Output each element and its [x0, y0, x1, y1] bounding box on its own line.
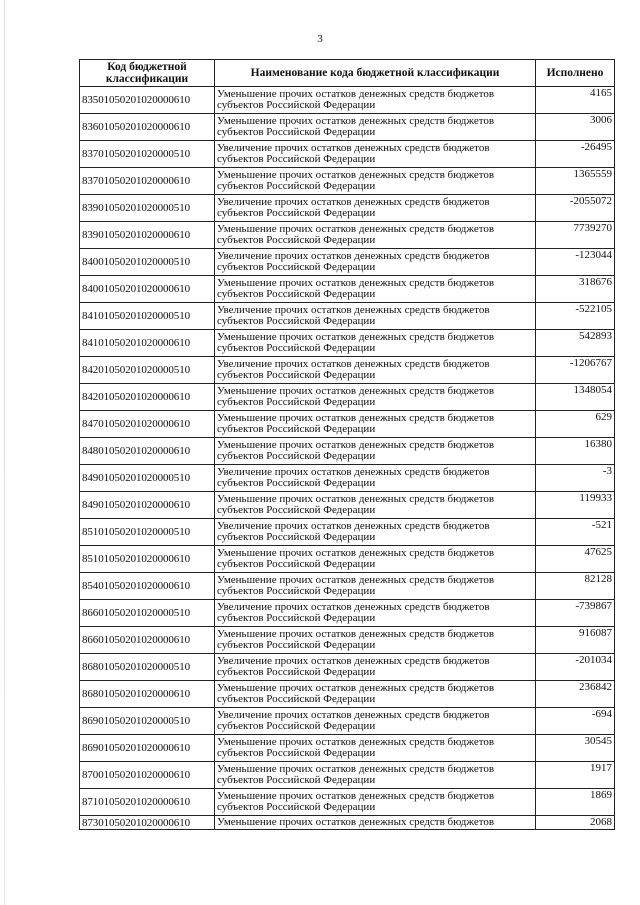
header-code: Код бюджетной классификации — [80, 60, 215, 87]
table-row — [80, 411, 615, 438]
cell-name — [215, 249, 536, 276]
cell-code: 83501050201020000610 — [80, 87, 215, 114]
cell-amount: 916087 — [536, 627, 615, 654]
cell-code: 84201050201020000510 — [80, 357, 215, 384]
cell-code: 83601050201020000610 — [80, 114, 215, 141]
cell-name — [215, 681, 536, 708]
cell-name — [215, 789, 536, 816]
table-row — [80, 600, 615, 627]
cell-code: 84101050201020000610 — [80, 330, 215, 357]
cell-name — [215, 384, 536, 411]
table-row — [80, 195, 615, 222]
name-line-1: Увеличение прочих остатков денежных средств бюджетов — [217, 358, 490, 370]
name-line-2: субъектов Российской Федерации — [217, 801, 376, 813]
name-line-1: Уменьшение прочих остатков денежных средств бюджетов — [217, 412, 495, 424]
cell-amount: 16380 — [536, 438, 615, 465]
table-row — [80, 762, 615, 789]
name-line-2: субъектов Российской Федерации — [217, 585, 376, 597]
cell-name — [215, 708, 536, 735]
cell-amount: 236842 — [536, 681, 615, 708]
cell-name — [215, 87, 536, 114]
cell-amount: 1348054 — [536, 384, 615, 411]
name-line-2: субъектов Российской Федерации — [217, 747, 376, 759]
table-row — [80, 384, 615, 411]
name-line-1: Уменьшение прочих остатков денежных средств бюджетов — [217, 385, 495, 397]
cell-amount: 1365559 — [536, 168, 615, 195]
budget-table — [79, 59, 615, 830]
name-line-1: Уменьшение прочих остатков денежных средств бюджетов — [217, 223, 495, 235]
table-row — [80, 573, 615, 600]
table-row — [80, 492, 615, 519]
cell-amount: -3 — [536, 465, 615, 492]
cell-name — [215, 573, 536, 600]
table-row — [80, 87, 615, 114]
name-line-1: Уменьшение прочих остатков денежных средств бюджетов — [217, 816, 495, 828]
cell-name — [215, 762, 536, 789]
table-row-partial — [80, 816, 615, 830]
cell-code: 86601050201020000610 — [80, 627, 215, 654]
cell-amount: 82128 — [536, 573, 615, 600]
cell-name — [215, 303, 536, 330]
cell-code: 84101050201020000510 — [80, 303, 215, 330]
table-row — [80, 735, 615, 762]
table-row — [80, 654, 615, 681]
name-line-1: Увеличение прочих остатков денежных средств бюджетов — [217, 196, 490, 208]
name-line-1: Увеличение прочих остатков денежных средств бюджетов — [217, 304, 490, 316]
cell-amount: 119933 — [536, 492, 615, 519]
cell-amount: -521 — [536, 519, 615, 546]
cell-name — [215, 546, 536, 573]
name-line-1: Уменьшение прочих остатков денежных средств бюджетов — [217, 115, 495, 127]
cell-amount: -2055072 — [536, 195, 615, 222]
cell-amount: 2068 — [536, 816, 615, 830]
cell-name — [215, 438, 536, 465]
table-row — [80, 114, 615, 141]
cell-name — [215, 330, 536, 357]
cell-code: 84201050201020000610 — [80, 384, 215, 411]
cell-name — [215, 627, 536, 654]
cell-amount: -123044 — [536, 249, 615, 276]
name-line-2: субъектов Российской Федерации — [217, 666, 376, 678]
cell-name — [215, 141, 536, 168]
table-row — [80, 303, 615, 330]
cell-amount: 30545 — [536, 735, 615, 762]
name-line-1: Увеличение прочих остатков денежных средств бюджетов — [217, 466, 490, 478]
name-line-1: Уменьшение прочих остатков денежных средств бюджетов — [217, 763, 495, 775]
name-line-2: субъектов Российской Федерации — [217, 180, 376, 192]
cell-amount: 1917 — [536, 762, 615, 789]
name-line-2: субъектов Российской Федерации — [217, 234, 376, 246]
name-line-1: Уменьшение прочих остатков денежных средств бюджетов — [217, 628, 495, 640]
cell-amount: 629 — [536, 411, 615, 438]
name-line-2: субъектов Российской Федерации — [217, 288, 376, 300]
cell-code: 84001050201020000510 — [80, 249, 215, 276]
table-row — [80, 141, 615, 168]
table-row — [80, 681, 615, 708]
name-line-2: субъектов Российской Федерации — [217, 531, 376, 543]
cell-amount: -1206767 — [536, 357, 615, 384]
cell-code: 86801050201020000610 — [80, 681, 215, 708]
name-line-1: Уменьшение прочих остатков денежных средств бюджетов — [217, 277, 495, 289]
name-line-2: субъектов Российской Федерации — [217, 153, 376, 165]
name-line-2: субъектов Российской Федерации — [217, 504, 376, 516]
name-line-2: субъектов Российской Федерации — [217, 423, 376, 435]
name-line-1: Увеличение прочих остатков денежных средств бюджетов — [217, 601, 490, 613]
name-line-2: субъектов Российской Федерации — [217, 315, 376, 327]
table-row — [80, 357, 615, 384]
name-line-2: субъектов Российской Федерации — [217, 396, 376, 408]
name-line-2: субъектов Российской Федерации — [217, 207, 376, 219]
cell-name — [215, 465, 536, 492]
cell-name — [215, 357, 536, 384]
page-number: 3 — [317, 33, 323, 45]
name-line-2: субъектов Российской Федерации — [217, 450, 376, 462]
cell-amount: 1869 — [536, 789, 615, 816]
cell-code: 83701050201020000510 — [80, 141, 215, 168]
cell-amount: 7739270 — [536, 222, 615, 249]
cell-code: 87001050201020000610 — [80, 762, 215, 789]
cell-name — [215, 168, 536, 195]
name-line-2: субъектов Российской Федерации — [217, 99, 376, 111]
table-header-row — [80, 60, 615, 87]
table-row — [80, 249, 615, 276]
cell-code: 84901050201020000510 — [80, 465, 215, 492]
name-line-2: субъектов Российской Федерации — [217, 639, 376, 651]
cell-code: 83901050201020000510 — [80, 195, 215, 222]
cell-amount: 318676 — [536, 276, 615, 303]
name-line-1: Уменьшение прочих остатков денежных средств бюджетов — [217, 331, 495, 343]
table-row — [80, 330, 615, 357]
name-line-1: Уменьшение прочих остатков денежных средств бюджетов — [217, 736, 495, 748]
cell-code: 86901050201020000510 — [80, 708, 215, 735]
cell-code: 86901050201020000610 — [80, 735, 215, 762]
cell-amount: -522105 — [536, 303, 615, 330]
name-line-1: Уменьшение прочих остатков денежных средств бюджетов — [217, 547, 495, 559]
cell-code: 84001050201020000610 — [80, 276, 215, 303]
name-line-2: субъектов Российской Федерации — [217, 261, 376, 273]
header-amount: Исполнено — [536, 60, 615, 87]
cell-name — [215, 276, 536, 303]
cell-code: 85101050201020000510 — [80, 519, 215, 546]
name-line-2: субъектов Российской Федерации — [217, 558, 376, 570]
cell-name — [215, 816, 536, 830]
header-name: Наименование кода бюджетной классификации — [215, 60, 536, 87]
cell-code: 85101050201020000610 — [80, 546, 215, 573]
name-line-1: Уменьшение прочих остатков денежных средств бюджетов — [217, 790, 495, 802]
cell-code: 84901050201020000610 — [80, 492, 215, 519]
cell-name — [215, 114, 536, 141]
cell-name — [215, 519, 536, 546]
table-row — [80, 276, 615, 303]
table-row — [80, 438, 615, 465]
name-line-2: субъектов Российской Федерации — [217, 774, 376, 786]
cell-name — [215, 222, 536, 249]
name-line-2: субъектов Российской Федерации — [217, 720, 376, 732]
cell-amount: -201034 — [536, 654, 615, 681]
cell-code: 85401050201020000610 — [80, 573, 215, 600]
cell-code: 84801050201020000610 — [80, 438, 215, 465]
name-line-1: Уменьшение прочих остатков денежных средств бюджетов — [217, 493, 495, 505]
table-row — [80, 627, 615, 654]
cell-code: 87101050201020000610 — [80, 789, 215, 816]
name-line-2: субъектов Российской Федерации — [217, 477, 376, 489]
table-row — [80, 546, 615, 573]
cell-amount: 542893 — [536, 330, 615, 357]
cell-code: 83901050201020000610 — [80, 222, 215, 249]
name-line-1: Увеличение прочих остатков денежных средств бюджетов — [217, 655, 490, 667]
name-line-1: Уменьшение прочих остатков денежных средств бюджетов — [217, 682, 495, 694]
cell-amount: 3006 — [536, 114, 615, 141]
name-line-1: Увеличение прочих остатков денежных средств бюджетов — [217, 142, 490, 154]
table-row — [80, 789, 615, 816]
cell-amount: 47625 — [536, 546, 615, 573]
name-line-2: субъектов Российской Федерации — [217, 369, 376, 381]
cell-code: 86601050201020000510 — [80, 600, 215, 627]
cell-name — [215, 492, 536, 519]
table-row — [80, 519, 615, 546]
scan-edge — [4, 0, 5, 905]
name-line-2: субъектов Российской Федерации — [217, 126, 376, 138]
cell-code: 84701050201020000610 — [80, 411, 215, 438]
name-line-1: Увеличение прочих остатков денежных средств бюджетов — [217, 250, 490, 262]
table-row — [80, 708, 615, 735]
cell-amount: -694 — [536, 708, 615, 735]
cell-amount: -26495 — [536, 141, 615, 168]
table-row — [80, 222, 615, 249]
cell-name — [215, 195, 536, 222]
name-line-1: Увеличение прочих остатков денежных средств бюджетов — [217, 709, 490, 721]
name-line-1: Уменьшение прочих остатков денежных средств бюджетов — [217, 169, 495, 181]
name-line-1: Уменьшение прочих остатков денежных средств бюджетов — [217, 574, 495, 586]
cell-code: 83701050201020000610 — [80, 168, 215, 195]
cell-name — [215, 735, 536, 762]
cell-code: 87301050201020000610 — [80, 816, 215, 830]
name-line-2: субъектов Российской Федерации — [217, 342, 376, 354]
cell-name — [215, 411, 536, 438]
name-line-1: Увеличение прочих остатков денежных средств бюджетов — [217, 520, 490, 532]
cell-name — [215, 600, 536, 627]
name-line-2: субъектов Российской Федерации — [217, 693, 376, 705]
cell-amount: -739867 — [536, 600, 615, 627]
name-line-2: субъектов Российской Федерации — [217, 612, 376, 624]
name-line-1: Уменьшение прочих остатков денежных средств бюджетов — [217, 88, 495, 100]
table-row — [80, 465, 615, 492]
cell-code: 86801050201020000510 — [80, 654, 215, 681]
table-row — [80, 168, 615, 195]
cell-amount: 4165 — [536, 87, 615, 114]
cell-name — [215, 654, 536, 681]
name-line-1: Уменьшение прочих остатков денежных средств бюджетов — [217, 439, 495, 451]
